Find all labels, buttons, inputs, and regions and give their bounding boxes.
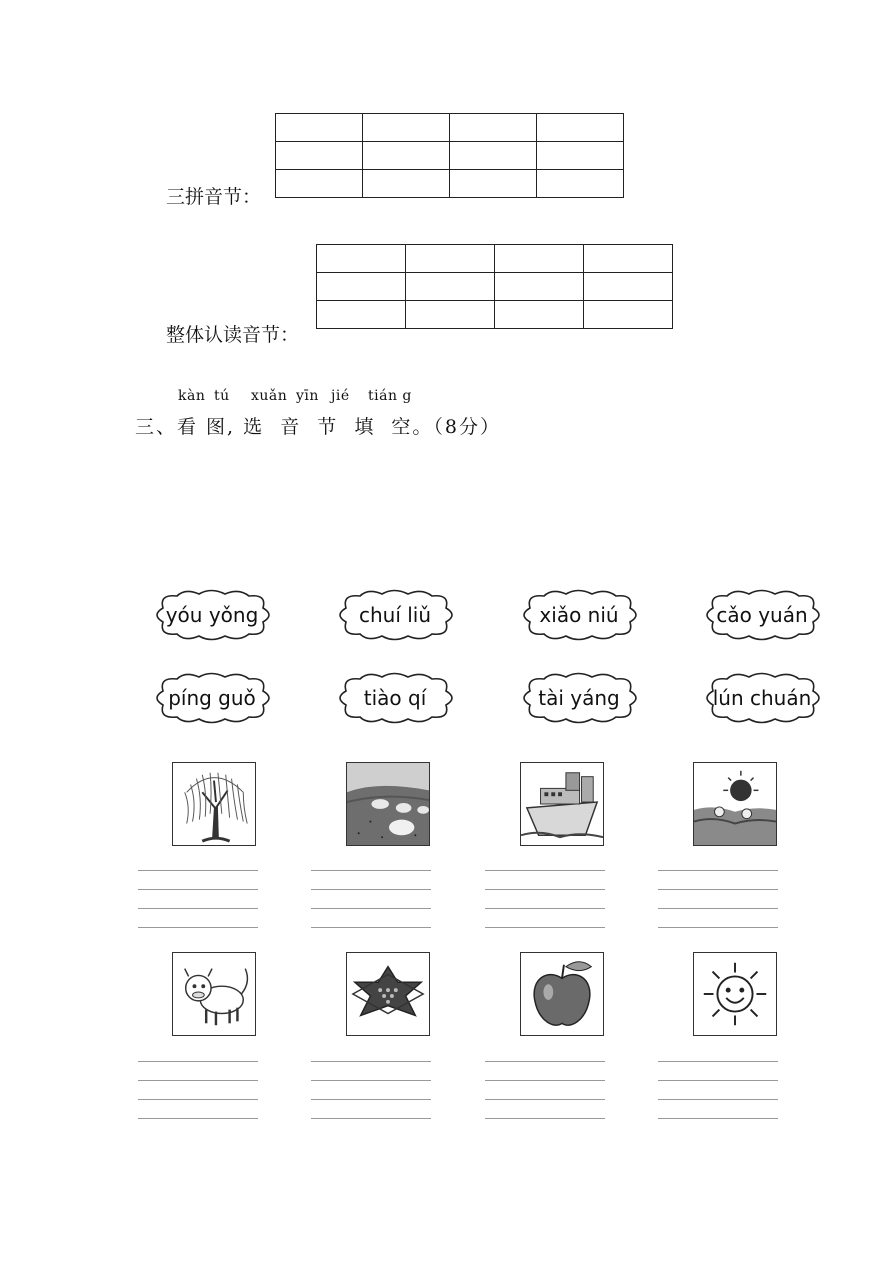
- writing-line: [311, 927, 431, 928]
- grid-cell[interactable]: [363, 114, 450, 142]
- swimming-picture: [693, 762, 777, 846]
- three-part-syllable-grid: [275, 113, 624, 198]
- sun-face-icon: [694, 953, 776, 1035]
- pinyin-writing-lines[interactable]: [658, 870, 778, 927]
- grid-cell[interactable]: [537, 170, 624, 198]
- grid-cell[interactable]: [584, 273, 673, 301]
- option-xiao-niu[interactable]: [516, 588, 642, 642]
- calf-picture: [172, 952, 256, 1036]
- writing-line: [138, 889, 258, 890]
- writing-line: [485, 1061, 605, 1062]
- grid-cell[interactable]: [363, 142, 450, 170]
- option-text: tiào qí: [363, 686, 427, 710]
- steamship-picture: [520, 762, 604, 846]
- writing-line: [138, 870, 258, 871]
- grid-cell[interactable]: [495, 301, 584, 329]
- willow-tree-icon: [173, 763, 255, 845]
- pinyin-jie: jié: [331, 388, 350, 404]
- option-text: píng guǒ: [168, 686, 256, 710]
- grid-cell[interactable]: [584, 301, 673, 329]
- grid-cell[interactable]: [537, 114, 624, 142]
- writing-line: [138, 908, 258, 909]
- pinyin-xuan: xuǎn: [251, 388, 288, 404]
- grid-cell[interactable]: [276, 142, 363, 170]
- grid-cell[interactable]: [537, 142, 624, 170]
- grid-cell[interactable]: [584, 245, 673, 273]
- whole-read-syllable-grid: [316, 244, 673, 329]
- three-part-syllable-label: 三拼音节：: [166, 186, 262, 208]
- option-chui-liu[interactable]: [332, 588, 458, 642]
- writing-line: [311, 1118, 431, 1119]
- pinyin-writing-lines[interactable]: [311, 1061, 431, 1118]
- grassland-sheep-icon: [347, 763, 429, 845]
- option-tiao-qi[interactable]: [332, 671, 458, 725]
- option-cao-yuan[interactable]: [699, 588, 825, 642]
- sun-picture: [693, 952, 777, 1036]
- writing-line: [485, 908, 605, 909]
- option-you-yong[interactable]: [149, 588, 275, 642]
- writing-line: [658, 927, 778, 928]
- whole-read-syllable-label: 整体认读音节：: [166, 324, 300, 346]
- grid-cell[interactable]: [450, 114, 537, 142]
- grid-cell[interactable]: [317, 301, 406, 329]
- pinyin-tu: tú: [214, 388, 230, 404]
- option-text: yóu yǒng: [165, 603, 259, 627]
- writing-line: [658, 870, 778, 871]
- pinyin-tiang: tián g: [368, 388, 412, 404]
- writing-line: [485, 1080, 605, 1081]
- option-text: tài yáng: [538, 686, 620, 710]
- pinyin-writing-lines[interactable]: [138, 870, 258, 927]
- writing-line: [658, 889, 778, 890]
- writing-line: [311, 1099, 431, 1100]
- grid-cell[interactable]: [363, 170, 450, 198]
- writing-line: [485, 870, 605, 871]
- writing-line: [485, 927, 605, 928]
- writing-line: [485, 889, 605, 890]
- grid-cell[interactable]: [495, 245, 584, 273]
- grid-cell[interactable]: [276, 114, 363, 142]
- writing-line: [311, 908, 431, 909]
- grid-cell[interactable]: [450, 170, 537, 198]
- grid-cell[interactable]: [406, 273, 495, 301]
- option-lun-chuan[interactable]: [699, 671, 825, 725]
- writing-line: [311, 889, 431, 890]
- pinyin-writing-lines[interactable]: [311, 870, 431, 927]
- option-text: xiǎo niú: [539, 603, 619, 627]
- writing-line: [658, 1099, 778, 1100]
- pinyin-writing-lines[interactable]: [485, 1061, 605, 1118]
- pinyin-writing-lines[interactable]: [658, 1061, 778, 1118]
- pinyin-yin: yīn: [296, 388, 319, 404]
- writing-line: [138, 1099, 258, 1100]
- pinyin-writing-lines[interactable]: [485, 870, 605, 927]
- writing-line: [138, 927, 258, 928]
- grid-cell[interactable]: [276, 170, 363, 198]
- question-title: 三、看 图, 选 音 节 填 空。（8分）: [135, 416, 502, 438]
- steamship-icon: [521, 763, 603, 845]
- writing-line: [658, 1061, 778, 1062]
- writing-line: [658, 1118, 778, 1119]
- pinyin-kan: kàn: [178, 388, 206, 404]
- apple-icon: [521, 953, 603, 1035]
- writing-line: [138, 1118, 258, 1119]
- writing-line: [311, 870, 431, 871]
- grid-cell[interactable]: [450, 142, 537, 170]
- writing-line: [311, 1061, 431, 1062]
- writing-line: [485, 1099, 605, 1100]
- grid-cell[interactable]: [317, 245, 406, 273]
- calf-icon: [173, 953, 255, 1035]
- writing-line: [311, 1080, 431, 1081]
- writing-line: [658, 1080, 778, 1081]
- option-text: chuí liǔ: [358, 603, 432, 627]
- grid-cell[interactable]: [406, 301, 495, 329]
- grid-cell[interactable]: [495, 273, 584, 301]
- option-tai-yang[interactable]: [516, 671, 642, 725]
- grid-cell[interactable]: [406, 245, 495, 273]
- writing-line: [138, 1080, 258, 1081]
- checkers-picture: [346, 952, 430, 1036]
- swimming-icon: [694, 763, 776, 845]
- writing-line: [485, 1118, 605, 1119]
- option-text: cǎo yuán: [716, 603, 808, 627]
- pinyin-writing-lines[interactable]: [138, 1061, 258, 1118]
- grassland-picture: [346, 762, 430, 846]
- grid-cell[interactable]: [317, 273, 406, 301]
- chinese-checkers-icon: [347, 953, 429, 1035]
- willow-tree-picture: [172, 762, 256, 846]
- writing-line: [658, 908, 778, 909]
- writing-line: [138, 1061, 258, 1062]
- apple-picture: [520, 952, 604, 1036]
- option-text: lún chuán: [712, 686, 812, 710]
- option-ping-guo[interactable]: [149, 671, 275, 725]
